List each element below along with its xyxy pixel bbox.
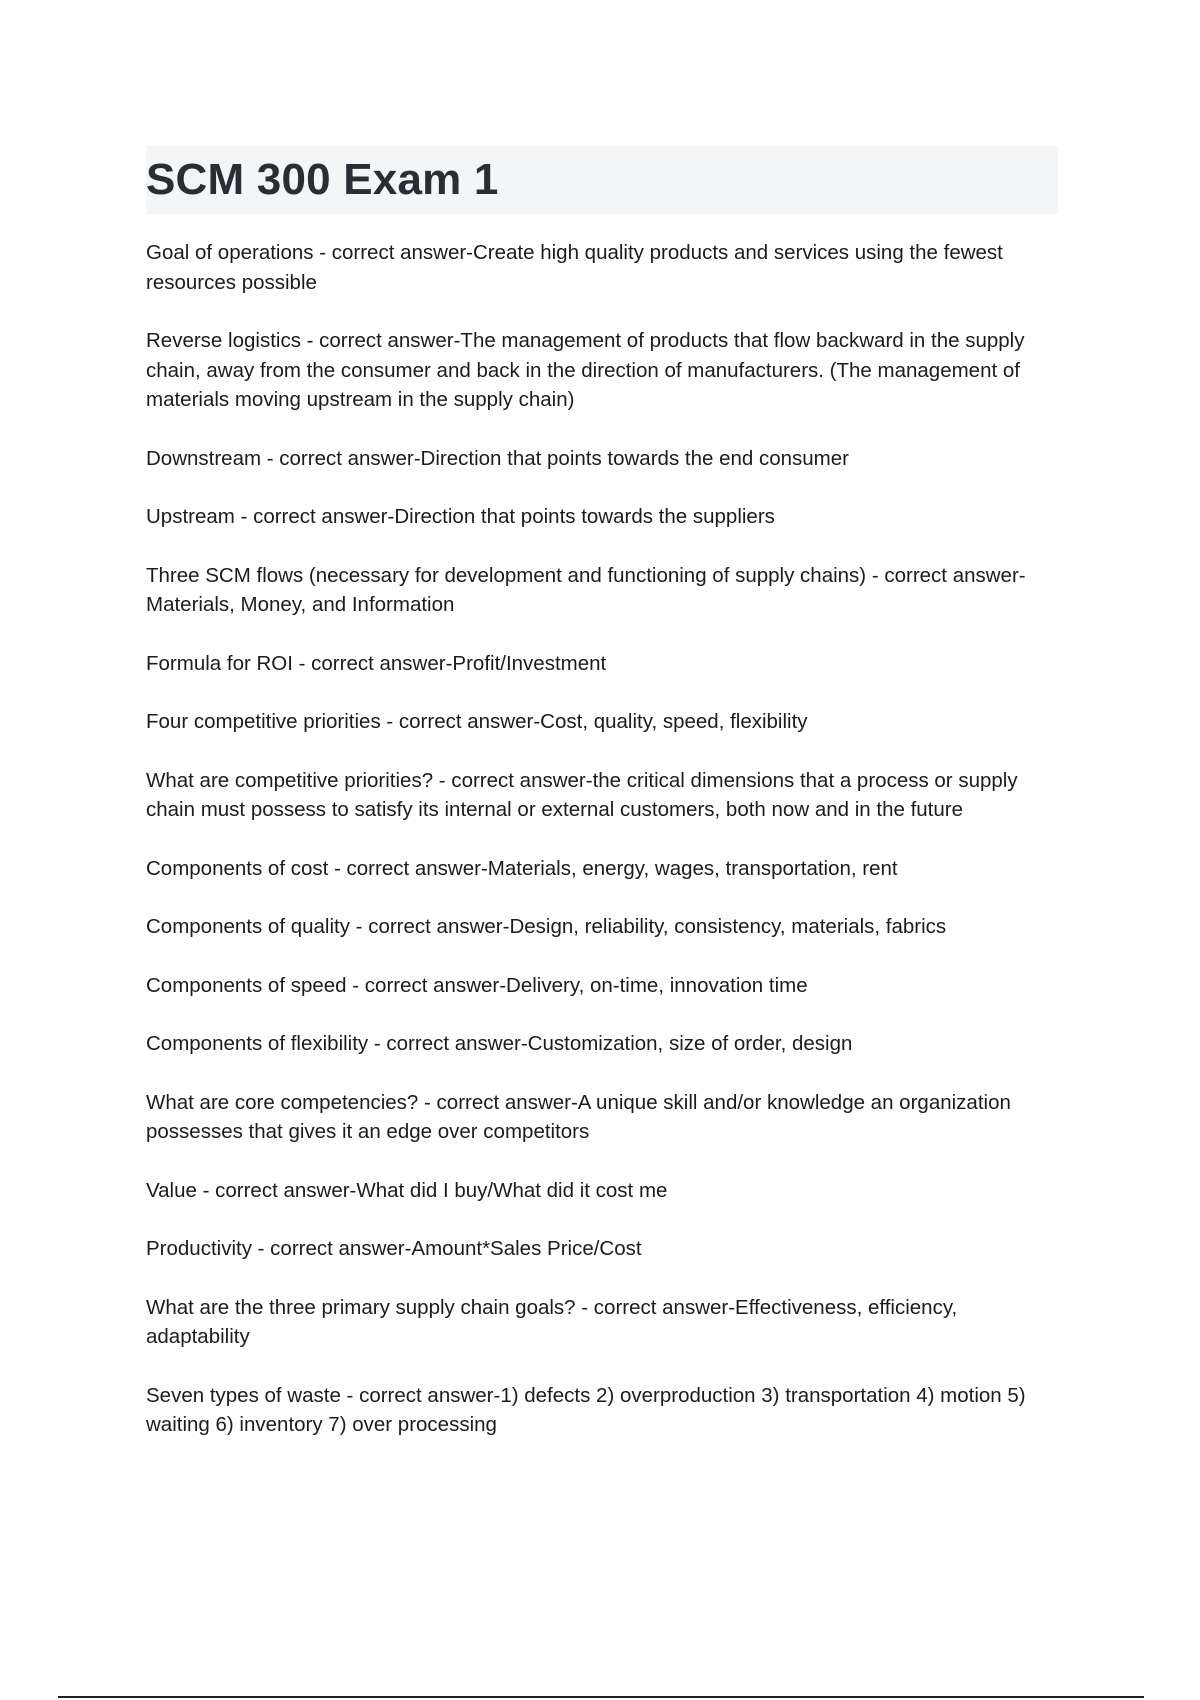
flashcard-item: Seven types of waste - correct answer-1) defects 2) overproduction 3) transportation 4) motion 5) waiting 6) inventory 7) over processing <box>146 1383 1026 1436</box>
flashcard-item: What are core competencies? - correct answer-A unique skill and/or knowledge an organization possesses that gives it an edge over competitors <box>146 1090 1011 1143</box>
flashcard-item: Value - correct answer-What did I buy/What did it cost me <box>146 1178 668 1202</box>
flashcard-item: Components of cost - correct answer-Materials, energy, wages, transportation, rent <box>146 856 898 880</box>
flashcard-item: Three SCM flows (necessary for development and functioning of supply chains) - correct answer-Materials, Money, and Information <box>146 563 1026 616</box>
flashcard-list <box>146 238 1046 1469</box>
flashcard-item: Components of quality - correct answer-Design, reliability, consistency, materials, fabrics <box>146 915 947 938</box>
flashcard-item: Goal of operations - correct answer-Create high quality products and services using the fewest resources possible <box>146 241 1003 294</box>
flashcard-item: What are the three primary supply chain goals? - correct answer-Effectiveness, efficiency, adaptability <box>146 1295 958 1348</box>
footer-divider <box>58 1696 1144 1698</box>
flashcard-item: Productivity - correct answer-Amount*Sales Price/Cost <box>146 1237 642 1260</box>
flashcard-item: Reverse logistics - correct answer-The management of products that flow backward in the supply chain, away from the consumer and back in the direction of manufacturers. (The management of materials moving upstream in the supply chain) <box>146 329 1025 411</box>
flashcard-item: Four competitive priorities - correct answer-Cost, quality, speed, flexibility <box>146 710 808 733</box>
page-title: SCM 300 Exam 1 <box>146 155 499 204</box>
flashcard-item: Upstream - correct answer-Direction that points towards the suppliers <box>146 505 775 528</box>
flashcard-item: Components of flexibility - correct answer-Customization, size of order, design <box>146 1032 853 1055</box>
flashcard-item: Downstream - correct answer-Direction that points towards the end consumer <box>146 446 849 470</box>
flashcard-item: What are competitive priorities? - correct answer-the critical dimensions that a process or supply chain must possess to satisfy its internal or external customers, both now and in the future <box>146 768 1018 821</box>
flashcard-item: Components of speed - correct answer-Delivery, on-time, innovation time <box>146 973 808 997</box>
flashcard-item: Formula for ROI - correct answer-Profit/Investment <box>146 651 607 675</box>
title-bar <box>146 146 1058 214</box>
